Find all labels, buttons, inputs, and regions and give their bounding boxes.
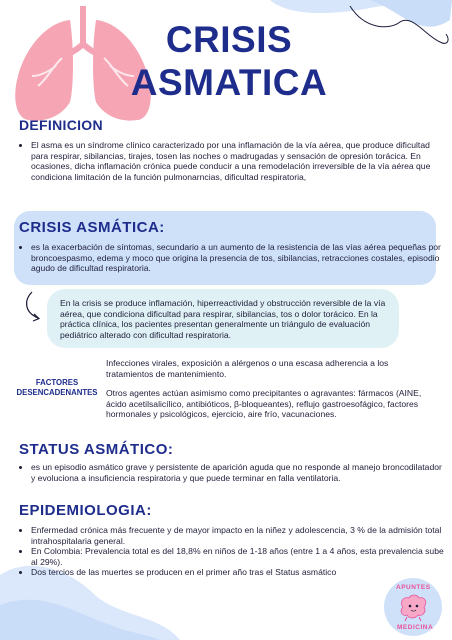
definicion-list — [19, 140, 449, 182]
page-title-line-1: CRISIS — [165, 19, 293, 60]
epidemiologia-list — [19, 525, 447, 578]
factores-label — [14, 378, 100, 397]
definicion-text: • El asma es un síndrome clínico caracterizado por una inflamación de la vía aérea, que produce dificultad para respirar, sibilancias, tirajes, tosen las noches o madrugadas y sensación de opresión torácica. En ocasiones, dicha inflamación crónica puede conducir a una remodelación irreversible de la vía aérea que condiciona limitación de la función pulmonarncias, dificultad respiratoria, — [31, 140, 449, 182]
curved-arrow-icon — [24, 290, 48, 324]
page-title-line-2: ASMATICA — [130, 62, 328, 103]
epidemiologia-item: • Enfermedad crónica más frecuente y de mayor impacto en la niñez y adolescencia, 3 % de la admisión total intrahospitalaria general. — [31, 525, 447, 546]
status-text: • es un episodio asmático grave y persistente de aparición aguda que no responde al manejo broncodilatador y evoluciona a insuficiencia respiratoria y que puede terminar en falla ventilatoria. — [31, 462, 447, 483]
factores-text-1: Infecciones virales, exposición a alérgenos o una escasa adherencia a los tratamientos de mantenimiento. — [106, 358, 389, 379]
brain-mascot-icon — [397, 593, 429, 623]
factores-label-line-2: DESENCADENANTES — [16, 387, 98, 397]
status-list — [19, 462, 447, 483]
definicion-heading: DEFINICION — [19, 117, 103, 133]
crisis-list — [19, 242, 447, 274]
crisis-text: • es la exacerbación de síntomas, secundario a un aumento de la resistencia de las vías aérea pequeñas por broncoespasmo, edema y moco que origina la presencia de tos, sibilancias, retracciones costales, episodio agudo de dificultad respiratoria. — [31, 242, 447, 274]
logo-text-top: APUNTES — [396, 584, 431, 591]
status-heading: STATUS ASMÁTICO: — [19, 441, 174, 458]
logo-text-bottom: MEDICINA — [397, 624, 434, 631]
apuntes-medicina-logo — [384, 578, 442, 636]
callout-text: En la crisis se produce inflamación, hiperreactividad y obstrucción reversible de la vía aérea, que condiciona dificultad para respirar, sibilancias, tos o dolor torácico. En la práctica clínica, los pacientes presentan generalmente un triángulo de evaluación pediátrico alterado con dificultad respiratoria. — [60, 298, 386, 340]
factores-text-2: Otros agentes actúan asimismo como precipitantes o agravantes: fármacos (AINE, ácido acetilsalicílico, antibióticos, β-bloqueantes), reflujo gastroesofágico, factores hormonales y psicológicos, ejercicio, aire frío, vacunaciones. — [106, 388, 422, 420]
epidemiologia-item: • En Colombia: Prevalencia total es del 18,8% en niños de 1-18 años (entre 1 a 4 años, esta prevalencia sube al 29%). — [31, 546, 447, 567]
factores-label-line-1: FACTORES — [35, 378, 79, 387]
crisis-heading: CRISIS ASMÁTICA: — [19, 219, 165, 236]
epidemiologia-item: • Dos tercios de las muertes se producen en el primer año tras el Status asmático — [31, 567, 447, 578]
epidemiologia-heading: EPIDEMIOLOGIA: — [19, 502, 152, 519]
